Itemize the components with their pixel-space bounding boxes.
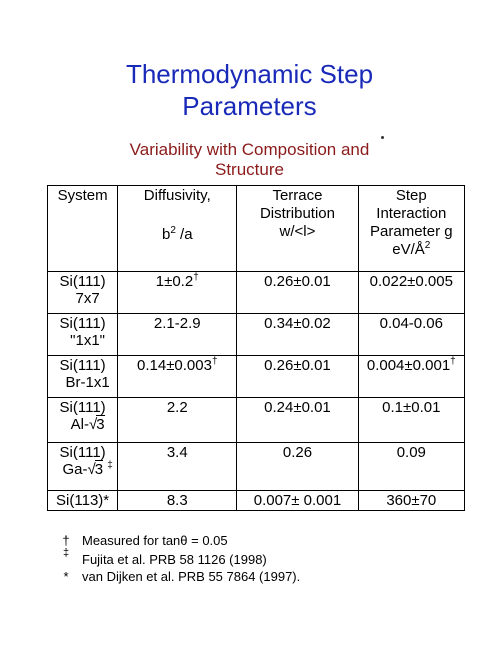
table-row <box>48 272 465 314</box>
header-step <box>358 186 464 272</box>
table-row <box>48 314 465 356</box>
terrace-cell: 0.26 <box>237 443 358 491</box>
header-step-line4 <box>361 241 462 259</box>
terrace-cell: 0.34±0.02 <box>237 314 358 356</box>
system-name: Si(111) <box>59 444 106 461</box>
system-cell <box>48 491 118 511</box>
title-line-1: Thermodynamic Step <box>125 59 374 89</box>
header-terrace-line3: w/<l> <box>279 223 316 240</box>
system-name: Si(111) <box>59 273 106 290</box>
terrace-cell: 0.26±0.01 <box>237 356 358 398</box>
header-terrace <box>237 186 358 272</box>
header-terrace-line2: Distribution <box>259 205 335 222</box>
step-cell: 360±70 <box>358 491 464 511</box>
system-structure-prefix: Al- <box>70 416 89 433</box>
diffusivity-footnote-mark: † <box>193 272 199 283</box>
table-row <box>48 443 465 491</box>
diffusivity-cell: 2.2 <box>118 398 237 443</box>
footnote <box>56 532 300 549</box>
system-name: Si(111) <box>59 357 106 374</box>
system-name: Si(111) <box>59 399 106 416</box>
header-diffusivity-rest: /a <box>175 226 193 243</box>
system-cell <box>48 443 118 491</box>
step-parameters-table <box>47 185 465 511</box>
sqrt-symbol: √3 <box>87 461 104 478</box>
footnote <box>56 547 300 568</box>
diffusivity-cell <box>118 356 237 398</box>
footnote-text: Fujita et al. PRB 58 1126 (1998) <box>82 552 267 567</box>
terrace-cell: 0.26±0.01 <box>237 272 358 314</box>
system-structure: Br-1x1 <box>65 374 110 391</box>
diffusivity-cell: 2.1-2.9 <box>118 314 237 356</box>
system-structure: "1x1" <box>70 332 106 349</box>
diffusivity-value: 0.14±0.003 <box>137 357 212 374</box>
sqrt-radicand: 3 <box>96 416 105 433</box>
step-cell: 0.04-0.06 <box>358 314 464 356</box>
terrace-cell: 0.007± 0.001 <box>237 491 358 511</box>
header-diffusivity-b: b <box>161 226 171 243</box>
page-title <box>0 58 499 122</box>
system-cell <box>48 356 118 398</box>
system-structure-prefix: Ga- <box>62 461 88 478</box>
step-value: 0.004±0.001 <box>366 357 451 374</box>
table-row <box>48 398 465 443</box>
table-row <box>48 491 465 511</box>
footnote <box>56 568 300 585</box>
header-diffusivity <box>118 186 237 272</box>
footnote-text: Measured for tanθ = 0.05 <box>82 533 228 548</box>
table-row <box>48 356 465 398</box>
system-structure: 7x7 <box>75 290 100 307</box>
table-header-row <box>48 186 465 272</box>
system-cell <box>48 398 118 443</box>
system-structure <box>50 416 115 433</box>
scan-speck <box>381 136 384 139</box>
step-footnote-mark: † <box>450 356 456 367</box>
header-system <box>48 186 118 272</box>
system-footnote-mark: ‡ <box>107 460 113 471</box>
footnote-mark: ‡ <box>62 547 70 559</box>
sqrt-symbol: √3 <box>88 416 105 433</box>
diffusivity-cell <box>118 272 237 314</box>
header-step-line1: Step <box>395 187 427 204</box>
diffusivity-cell: 8.3 <box>118 491 237 511</box>
system-name: Si(113)* <box>56 492 110 509</box>
header-diffusivity-sup: 2 <box>170 225 176 236</box>
diffusivity-cell: 3.4 <box>118 443 237 491</box>
footnotes <box>56 532 300 583</box>
header-step-sup: 2 <box>424 240 431 251</box>
system-structure <box>50 461 115 478</box>
header-system-label: System <box>57 187 108 204</box>
diffusivity-footnote-mark: † <box>211 356 218 367</box>
step-cell: 0.1±0.01 <box>358 398 464 443</box>
system-cell <box>48 314 118 356</box>
system-cell <box>48 272 118 314</box>
terrace-cell: 0.24±0.01 <box>237 398 358 443</box>
footnote-text: van Dijken et al. PRB 55 7864 (1997). <box>82 569 301 584</box>
header-step-line2: Interaction <box>376 205 447 222</box>
step-cell: 0.022±0.005 <box>358 272 464 314</box>
header-diffusivity-line2 <box>120 226 234 244</box>
footnote-mark: † <box>62 533 70 548</box>
header-step-line3: Parameter g <box>370 223 453 240</box>
step-cell: 0.09 <box>358 443 464 491</box>
diffusivity-value: 1±0.2 <box>155 273 194 290</box>
subtitle-line-1: Variability with Composition and <box>129 140 370 159</box>
sqrt-radicand: 3 <box>94 461 104 478</box>
header-step-unit: eV/Å <box>392 241 425 258</box>
system-name: Si(111) <box>59 315 106 332</box>
header-diffusivity-line1: Diffusivity, <box>143 187 211 204</box>
subtitle <box>0 140 499 180</box>
footnote-mark: * <box>63 569 69 584</box>
header-terrace-line1: Terrace <box>272 187 323 204</box>
step-cell <box>358 356 464 398</box>
title-line-2: Parameters <box>182 91 317 121</box>
subtitle-line-2: Structure <box>215 160 284 179</box>
